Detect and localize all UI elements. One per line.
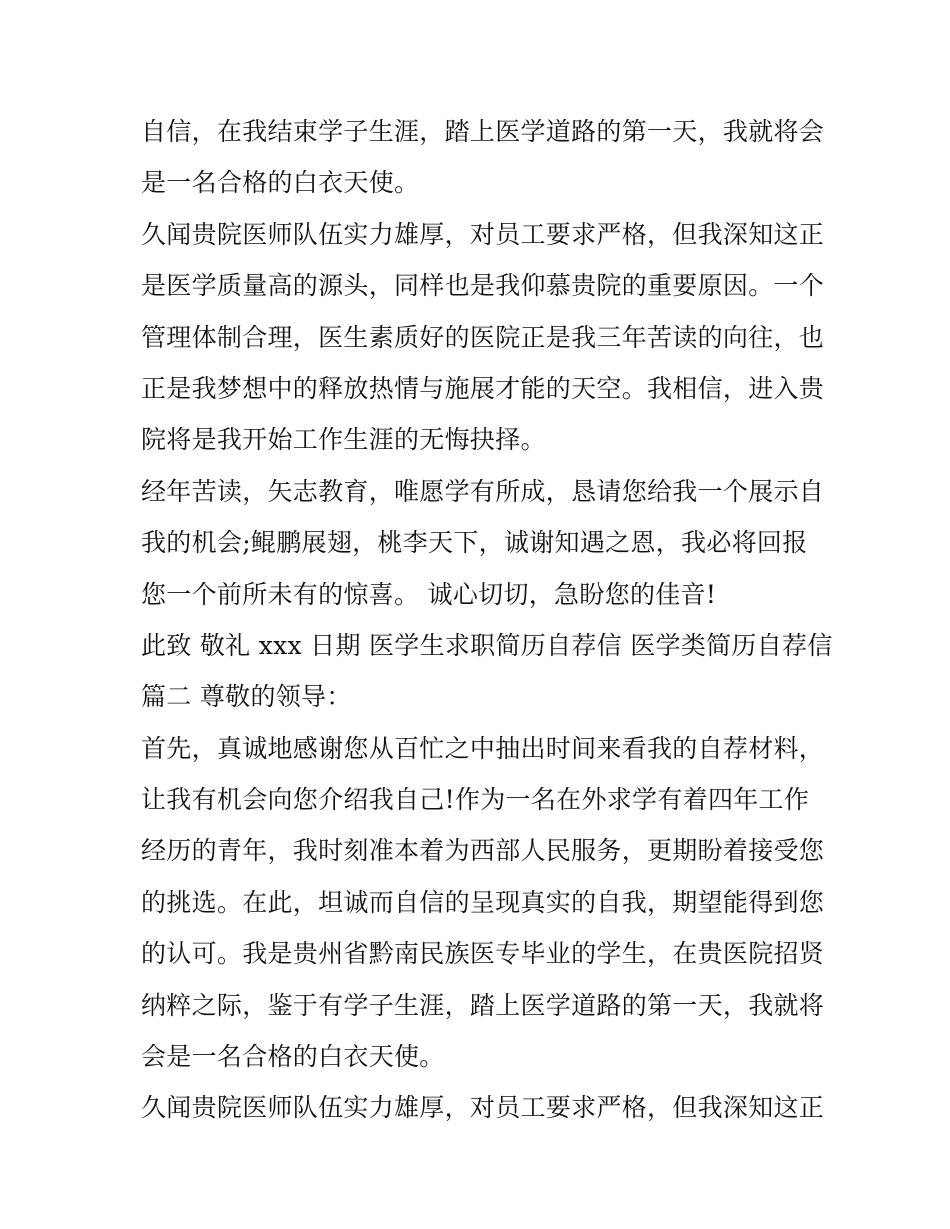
- text-line: 您一个前所未有的惊喜。 诚心切切，急盼您的佳音!: [141, 579, 717, 609]
- text-line: 让我有机会向您介绍我自己!作为一名在外求学有着四年工作: [141, 785, 810, 815]
- text-line: 管理体制合理，医生素质好的医院正是我三年苦读的向往，也: [141, 322, 825, 352]
- section-heading: 篇二 尊敬的领导：: [141, 682, 352, 712]
- text-line: 经年苦读，矢志教育，唯愿学有所成，恳请您给我一个展示自: [141, 476, 825, 506]
- text-line: 久闻贵院医师队伍实力雄厚，对员工要求严格，但我深知这正: [141, 1093, 825, 1123]
- text-line: 久闻贵院医师队伍实力雄厚，对员工要求严格，但我深知这正: [141, 219, 825, 249]
- text-line: 的认可。我是贵州省黔南民族医专毕业的学生，在贵医院招贤: [141, 939, 825, 969]
- text-line: 我的机会;鲲鹏展翅，桃李天下，诚谢知遇之恩，我必将回报: [141, 528, 808, 558]
- text-line: 纳粹之际，鉴于有学子生涯，踏上医学道路的第一天，我就将: [141, 990, 825, 1020]
- text-line: 正是我梦想中的释放热情与施展才能的天空。我相信，进入贵: [141, 373, 825, 403]
- text-line: 是一名合格的白衣天使。: [141, 168, 420, 198]
- text-line: 会是一名合格的白衣天使。: [141, 1042, 445, 1072]
- text-line: 此致 敬礼 xxx 日期 医学生求职简历自荐信 医学类简历自荐信: [141, 630, 833, 660]
- text-line: 的挑选。在此，坦诚而自信的呈现真实的自我，期望能得到您: [141, 887, 825, 917]
- text-line: 院将是我开始工作生涯的无悔抉择。: [141, 425, 546, 455]
- text-line: 自信，在我结束学子生涯，踏上医学道路的第一天，我就将会: [141, 117, 825, 146]
- text-line: 经历的青年，我时刻准本着为西部人民服务，更期盼着接受您: [141, 836, 825, 866]
- text-line: 是医学质量高的源头，同样也是我仰慕贵院的重要原因。一个: [141, 271, 825, 301]
- body-text: [141, 106, 833, 1134]
- text-line: 首先，真诚地感谢您从百忙之中抽出时间来看我的自荐材料，: [141, 733, 825, 763]
